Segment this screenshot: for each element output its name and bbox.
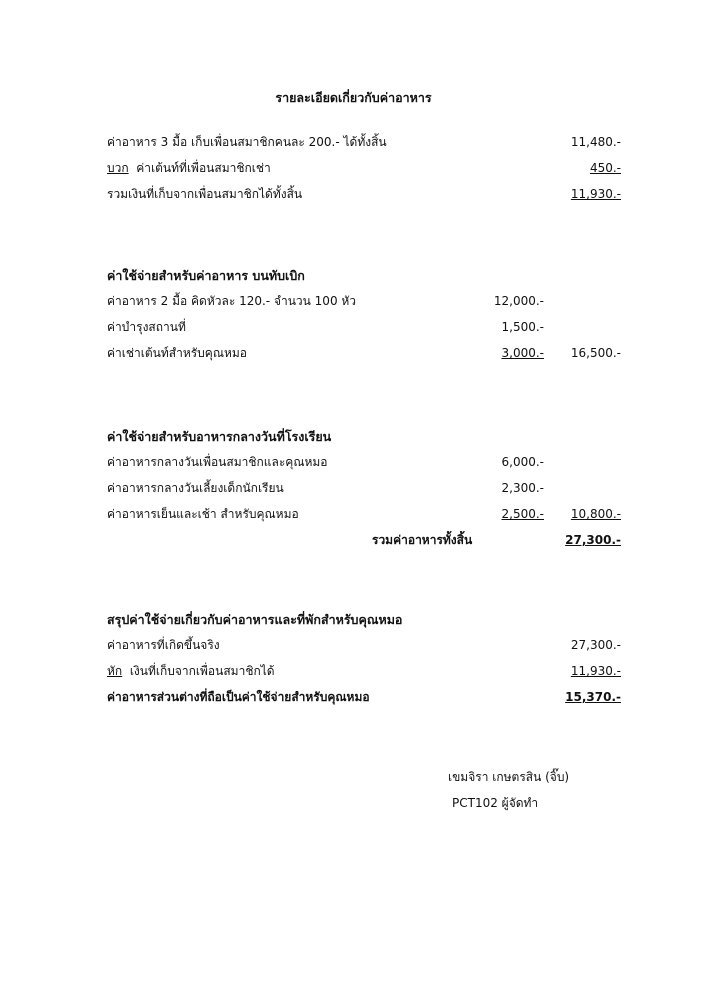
- signature-name: เขมจิรา เกษตรสิน (จิ๊บ): [448, 770, 570, 784]
- section1-heading: ค่าใช้จ่ายสำหรับค่าอาหาร บนทับเบิก: [107, 268, 305, 283]
- summary-row-difference: [107, 688, 621, 706]
- summary-deduct-text: เงินที่เก็บจากเพื่อนสมาชิกได้: [129, 664, 275, 678]
- summary-deduct-amount: 11,930.-: [570, 664, 621, 678]
- income-collected-amount: 11,480.-: [570, 135, 621, 149]
- income-tent-text: ค่าเต้นท์ที่เพื่อนสมาชิกเช่า: [136, 161, 271, 175]
- section1-row-amount: 12,000.-: [493, 294, 544, 308]
- section2-total-label: รวมค่าอาหารทั้งสิ้น: [372, 533, 473, 547]
- section2-total-amount: 27,300.-: [565, 533, 621, 547]
- summary-row-deduct: [107, 662, 621, 680]
- section1-row-amount: 1,500.-: [501, 320, 544, 334]
- signature-role: PCT102 ผู้จัดทำ: [452, 796, 539, 810]
- section1-row: [107, 318, 621, 336]
- summary-heading: สรุปค่าใช้จ่ายเกี่ยวกับค่าอาหารและที่พักสำหรับคุณหมอ: [107, 612, 403, 627]
- income-total-amount: 11,930.-: [570, 187, 621, 201]
- section1-row: [107, 292, 621, 310]
- section1-row: [107, 344, 621, 362]
- section2-total-row: [107, 531, 621, 549]
- summary-actual-amount: 27,300.-: [570, 638, 621, 652]
- income-total-label: รวมเงินที่เก็บจากเพื่อนสมาชิกได้ทั้งสิ้น: [107, 187, 303, 201]
- section2-row: [107, 453, 621, 471]
- income-tent-label: [107, 159, 271, 177]
- summary-actual-label: ค่าอาหารที่เกิดขึ้นจริง: [107, 638, 220, 652]
- section1-row-label: ค่าเช่าเต้นท์สำหรับคุณหมอ: [107, 346, 247, 360]
- summary-difference-amount: 15,370.-: [565, 690, 621, 704]
- summary-deduct-label: [107, 662, 275, 680]
- section1-row-label: ค่าอาหาร 2 มื้อ คิดหัวละ 120.- จำนวน 100 หัว: [107, 294, 357, 308]
- section2-row: [107, 479, 621, 497]
- income-collected-label: ค่าอาหาร 3 มื้อ เก็บเพื่อนสมาชิกคนละ 200.- ได้ทั้งสิ้น: [107, 135, 387, 149]
- income-row-total: [107, 185, 621, 203]
- plus-prefix: บวก: [107, 161, 129, 175]
- section2-row-label: ค่าอาหารกลางวันเลี้ยงเด็กนักเรียน: [107, 481, 284, 495]
- document-title: รายละเอียดเกี่ยวกับค่าอาหาร: [275, 90, 432, 105]
- section2-heading: ค่าใช้จ่ายสำหรับอาหารกลางวันที่โรงเรียน: [107, 429, 332, 444]
- section2-row-amount: 2,500.-: [501, 507, 544, 521]
- summary-row-actual: [107, 636, 621, 654]
- section1-row-label: ค่าบำรุงสถานที่: [107, 320, 186, 334]
- section1-subtotal: 16,500.-: [570, 346, 621, 360]
- minus-prefix: หัก: [107, 664, 123, 678]
- section2-row: [107, 505, 621, 523]
- income-row-tent: [107, 159, 621, 177]
- section1-row-amount: 3,000.-: [501, 346, 544, 360]
- summary-difference-label: ค่าอาหารส่วนต่างที่ถือเป็นค่าใช้จ่ายสำหรับคุณหมอ: [107, 690, 370, 704]
- income-row-collected: [107, 133, 621, 151]
- section2-row-amount: 2,300.-: [501, 481, 544, 495]
- section2-row-label: ค่าอาหารกลางวันเพื่อนสมาชิกและคุณหมอ: [107, 455, 328, 469]
- section2-row-amount: 6,000.-: [501, 455, 544, 469]
- section2-subtotal: 10,800.-: [570, 507, 621, 521]
- income-tent-amount: 450.-: [589, 161, 621, 175]
- section2-row-label: ค่าอาหารเย็นและเช้า สำหรับคุณหมอ: [107, 507, 299, 521]
